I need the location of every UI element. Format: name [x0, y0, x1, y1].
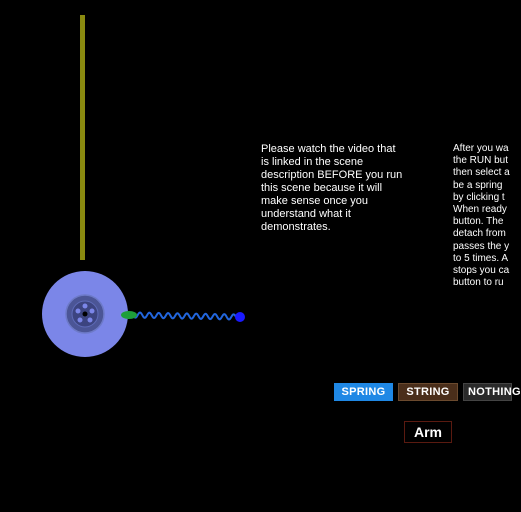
instructions-text: [453, 143, 512, 289]
string-button[interactable]: STRING: [398, 383, 458, 401]
spring-coil: [133, 313, 236, 320]
intro-line: is linked in the scene: [261, 156, 364, 168]
vertical-pole: [80, 15, 85, 260]
instructions-line: then select a: [453, 167, 510, 179]
instructions-line: to 5 times. A: [453, 252, 509, 264]
intro-text: [261, 143, 436, 234]
instructions-line: passes the y: [453, 240, 510, 252]
intro-line: description BEFORE you run: [261, 169, 403, 181]
spring-button[interactable]: SPRING: [334, 383, 393, 401]
wheel-bolt: [88, 318, 93, 323]
instructions-line: button to ru: [453, 277, 504, 289]
wheel-bolt: [90, 309, 95, 314]
instructions-line: button. The: [453, 216, 504, 228]
intro-line: demonstrates.: [261, 221, 331, 233]
instructions-line: stops you ca: [453, 265, 510, 277]
intro-line: this scene because it will: [261, 182, 383, 194]
instructions-line: When ready: [453, 204, 507, 216]
wheel-axle: [83, 312, 88, 317]
wheel-bolt: [76, 309, 81, 314]
wheel-bolt: [78, 318, 83, 323]
instructions-line: the RUN but: [453, 155, 509, 167]
wheel[interactable]: [42, 271, 128, 357]
instructions-line: by clicking t: [453, 191, 505, 203]
spring-end-ball[interactable]: [235, 312, 245, 322]
nothing-button[interactable]: NOTHING: [463, 383, 512, 401]
intro-line: understand what it: [261, 208, 351, 220]
spring-attach-point: [121, 311, 137, 319]
arm-button[interactable]: Arm: [404, 421, 452, 443]
instructions-line: After you wa: [453, 143, 509, 154]
wheel-bolt: [83, 304, 88, 309]
intro-line: make sense once you: [261, 195, 369, 207]
instructions-line: be a spring: [453, 179, 503, 191]
instructions-line: detach from: [453, 228, 506, 240]
intro-line: Please watch the video that: [261, 143, 396, 155]
